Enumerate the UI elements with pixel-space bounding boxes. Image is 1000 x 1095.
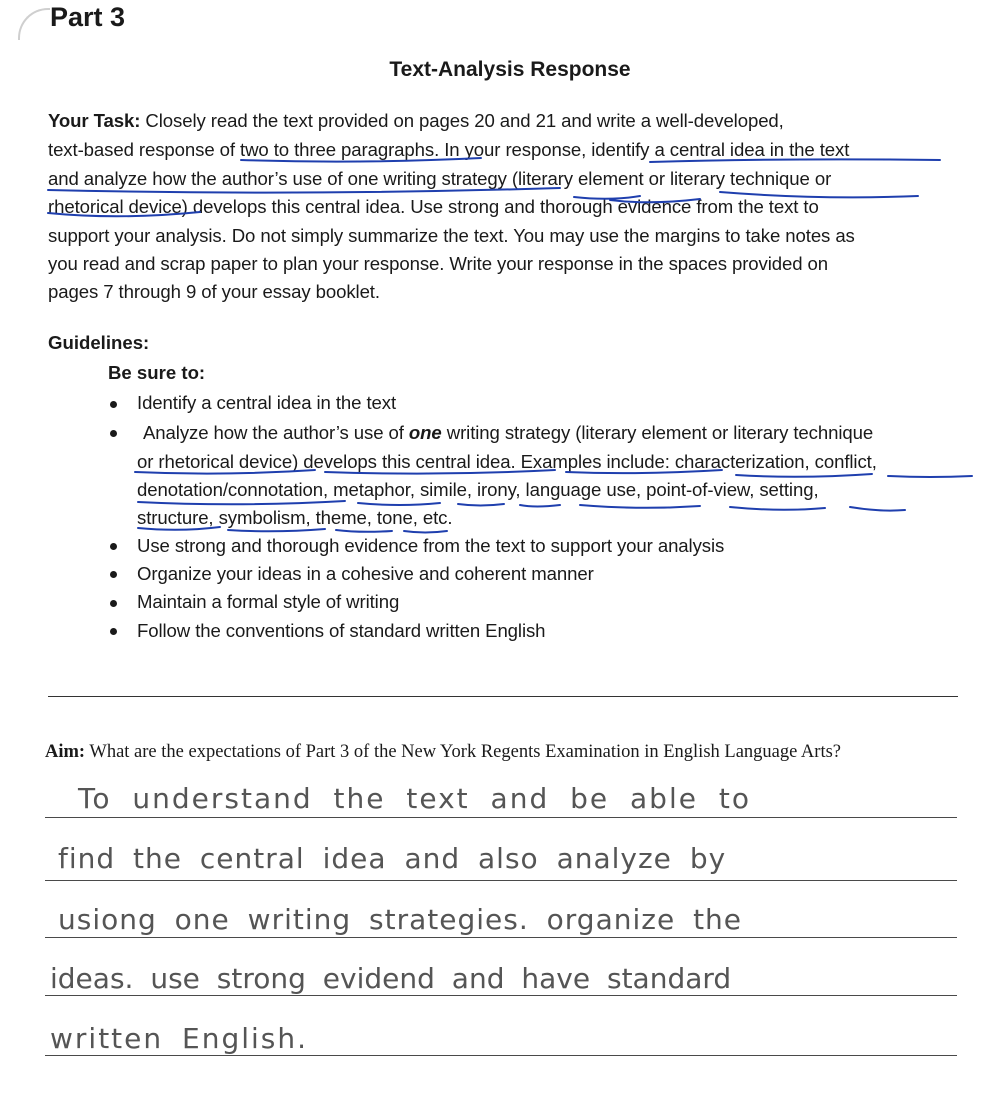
task-line-6: you read and scrap paper to plan your response. Write your response in the spaces provided on	[48, 253, 829, 274]
guideline-item-2: Analyze how the author’s use of one writing strategy (literary element or literary technique	[143, 422, 874, 443]
task-line-7: pages 7 through 9 of your essay booklet.	[48, 281, 380, 302]
task-line-5: support your analysis. Do not simply summarize the text. You may use the margins to take notes as	[48, 225, 855, 246]
task-line-3: and analyze how the author’s use of one writing strategy (literary element or literary technique or	[48, 168, 832, 189]
guideline-item-4: Organize your ideas in a cohesive and coherent manner	[137, 563, 594, 584]
task-label: Your Task:	[48, 110, 141, 131]
guideline-item-2-line-4: structure, symbolism, theme, tone, etc.	[137, 507, 453, 528]
emphasis-one: one	[408, 422, 442, 443]
guideline-item-1: Identify a central idea in the text	[137, 392, 397, 413]
guidelines-heading: Guidelines:	[48, 332, 150, 353]
aim-label: Aim:	[45, 742, 86, 762]
guideline-item-6: Follow the conventions of standard written English	[137, 620, 546, 641]
handwritten-answer-line: usiong one writing strategies. organize the	[58, 903, 743, 936]
handwritten-answer-line: To understand the text and be able to	[78, 782, 751, 815]
guideline-item-3: Use strong and thorough evidence from the text to support your analysis	[137, 535, 725, 556]
task-line-1: Your Task: Closely read the text provided on pages 20 and 21 and write a well-developed,	[48, 110, 784, 131]
handwritten-answer-line: written English.	[50, 1022, 309, 1055]
guideline-item-5: Maintain a formal style of writing	[137, 591, 400, 612]
guideline-item-2-line-2: or rhetorical device) develops this central idea. Examples include: characterization, conflict,	[137, 451, 877, 472]
handwritten-answer-line: find the central idea and also analyze by	[58, 842, 727, 875]
task-line-4: rhetorical device) develops this central idea. Use strong and thorough evidence from the text to	[48, 196, 819, 217]
task-line-2: text-based response of two to three paragraphs. In your response, identify a central idea in the text	[48, 139, 850, 160]
be-sure-heading: Be sure to:	[108, 362, 206, 383]
page-title: Text-Analysis Response	[389, 58, 631, 81]
part-label: Part 3	[50, 2, 126, 32]
aim-question: Aim: What are the expectations of Part 3 of the New York Regents Examination in English Language Arts?	[45, 742, 842, 762]
guideline-item-2-line-3: denotation/connotation, metaphor, simile, irony, language use, point-of-view, setting,	[137, 479, 819, 500]
handwritten-answer-line: ideas. use strong evidend and have standard	[50, 962, 732, 995]
